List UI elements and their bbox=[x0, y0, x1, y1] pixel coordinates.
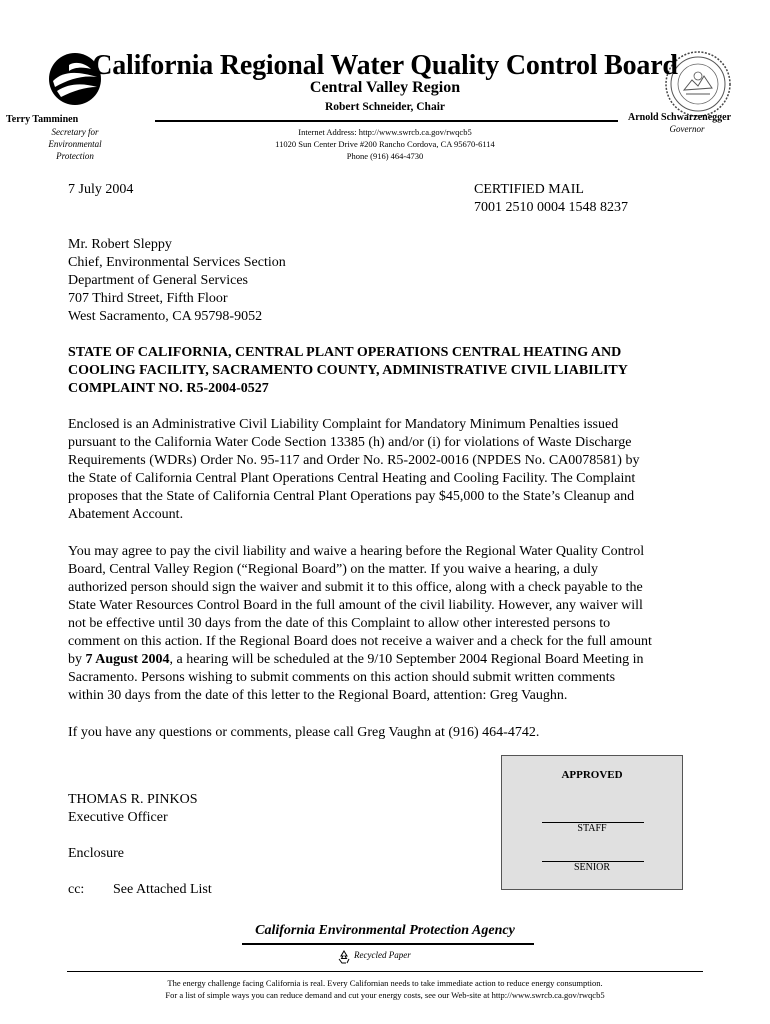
recycled-paper-note: Recycled Paper bbox=[354, 950, 411, 960]
footer-divider bbox=[67, 971, 703, 972]
paragraph-line: the State of California Central Plant Operations Central Heating and Cooling Facility. The Complaint bbox=[68, 471, 636, 486]
paragraph-line: You may agree to pay the civil liability and waive a hearing before the Regional Water Quality Control bbox=[68, 544, 645, 559]
recipient-line: Department of General Services bbox=[68, 273, 248, 288]
governor-title: Governor bbox=[669, 124, 705, 134]
senior-label: SENIOR bbox=[573, 862, 611, 873]
certified-mail-number: 7001 2510 0004 1548 8237 bbox=[474, 200, 628, 215]
certified-mail bbox=[474, 181, 628, 217]
cc-list: See Attached List bbox=[113, 882, 212, 897]
signer-name: THOMAS R. PINKOS bbox=[68, 792, 198, 807]
recipient-name: Mr. Robert Sleppy bbox=[68, 237, 172, 252]
secretary-title bbox=[6, 126, 144, 162]
letter-date: 7 July 2004 bbox=[68, 182, 134, 197]
street-address: 11020 Sun Center Drive #200 Rancho Cordova, CA 95670-6114 bbox=[275, 139, 495, 149]
subject-line: STATE OF CALIFORNIA, CENTRAL PLANT OPERATIONS CENTRAL HEATING AND bbox=[68, 345, 622, 360]
subject-line: COMPLAINT NO. R5-2004-0527 bbox=[68, 381, 269, 396]
internet-address: Internet Address: http://www.swrcb.ca.gov/rwqcb5 bbox=[298, 127, 472, 137]
hearing-deadline-date: 7 August 2004 bbox=[85, 652, 170, 667]
paragraph-line: Requirements (WDRs) Order No. 95-117 and Order No. R5-2002-0016 (NPDES No. CA0078581) by bbox=[68, 453, 640, 468]
signer-title: Executive Officer bbox=[68, 810, 168, 825]
staff-label: STAFF bbox=[577, 823, 607, 834]
paragraph-line: pursuant to the California Water Code Section 13385 (h) and/or (i) for violations of Waste Discharge bbox=[68, 435, 632, 450]
paragraph-enclosed-complaint bbox=[68, 416, 708, 524]
secretary-title-line: Environmental bbox=[48, 139, 102, 149]
paragraph-line: Abatement Account. bbox=[68, 507, 184, 522]
board-name: California Regional Water Quality Control Board bbox=[92, 50, 678, 81]
paragraph-contact: If you have any questions or comments, please call Greg Vaughn at (916) 464-4742. bbox=[68, 725, 540, 740]
agency-divider bbox=[242, 943, 534, 945]
paragraph-line: Sacramento. Persons wishing to submit comments on this action should submit written comments bbox=[68, 670, 616, 685]
region-name: Central Valley Region bbox=[309, 79, 461, 96]
phone-number: Phone (916) 464-4730 bbox=[346, 151, 424, 161]
paragraph-waiver bbox=[68, 543, 708, 705]
paragraph-line: Board, Central Valley Region (“Regional Board”) on the matter. If you waive a hearing, a duly bbox=[68, 562, 599, 577]
recipient-line: 707 Third Street, Fifth Floor bbox=[68, 291, 228, 306]
cc-label: cc: bbox=[68, 882, 85, 897]
subject-heading bbox=[68, 344, 708, 398]
paragraph-line: State Water Resources Control Board in the full amount of the civil liability. However, any waiver will bbox=[68, 598, 643, 613]
paragraph-line: not be effective until 30 days from the date of this Complaint to allow other interested persons to bbox=[68, 616, 611, 631]
header-divider bbox=[155, 120, 618, 122]
recipient-line: Chief, Environmental Services Section bbox=[68, 255, 286, 270]
certified-mail-label: CERTIFIED MAIL bbox=[474, 182, 584, 197]
energy-notice-line: The energy challenge facing California is real. Every Californian needs to take immediate action to reduce energy consumption. bbox=[167, 978, 603, 988]
energy-notice bbox=[0, 977, 770, 1001]
subject-line: COOLING FACILITY, SACRAMENTO COUNTY, ADMINISTRATIVE CIVIL LIABILITY bbox=[68, 363, 628, 378]
paragraph-text: by bbox=[68, 652, 86, 667]
paragraph-line: authorized person should sign the waiver and submit it to this office, along with a check payable to the bbox=[68, 580, 643, 595]
paragraph-text: , a hearing will be scheduled at the 9/10 September 2004 Regional Board Meeting in bbox=[169, 652, 644, 667]
approved-label: APPROVED bbox=[561, 769, 623, 781]
paragraph-line: proposes that the State of California Central Plant Operations pay $45,000 to the State’s Cleanup and bbox=[68, 489, 635, 504]
approval-stamp-box bbox=[501, 755, 683, 890]
chair-name: Robert Schneider, Chair bbox=[324, 101, 445, 113]
agency-name: California Environmental Protection Agency bbox=[255, 923, 515, 938]
paragraph-line: Enclosed is an Administrative Civil Liability Complaint for Mandatory Minimum Penalties issued bbox=[68, 417, 619, 432]
enclosure-note: Enclosure bbox=[68, 846, 124, 861]
secretary-title-line: Protection bbox=[56, 151, 94, 161]
paragraph-line: comment on this action. If the Regional Board does not receive a waiver and a check for the full amount bbox=[68, 634, 652, 649]
paragraph-line bbox=[68, 651, 708, 669]
recipient-line: West Sacramento, CA 95798-9052 bbox=[68, 309, 263, 324]
governor-name: Arnold Schwarzenegger bbox=[628, 112, 732, 123]
paragraph-line: within 30 days from the date of this letter to the Regional Board, attention: Greg Vaughn. bbox=[68, 688, 568, 703]
energy-notice-line: For a list of simple ways you can reduce demand and cut your energy costs, see our Web-site at http://www.swrcb.ca.gov/rwqcb5 bbox=[165, 990, 605, 1000]
secretary-name: Terry Tamminen bbox=[6, 114, 79, 125]
recipient-address bbox=[68, 236, 286, 326]
recycle-icon bbox=[337, 950, 351, 964]
signature-block bbox=[68, 791, 198, 827]
secretary-title-line: Secretary for bbox=[51, 127, 99, 137]
